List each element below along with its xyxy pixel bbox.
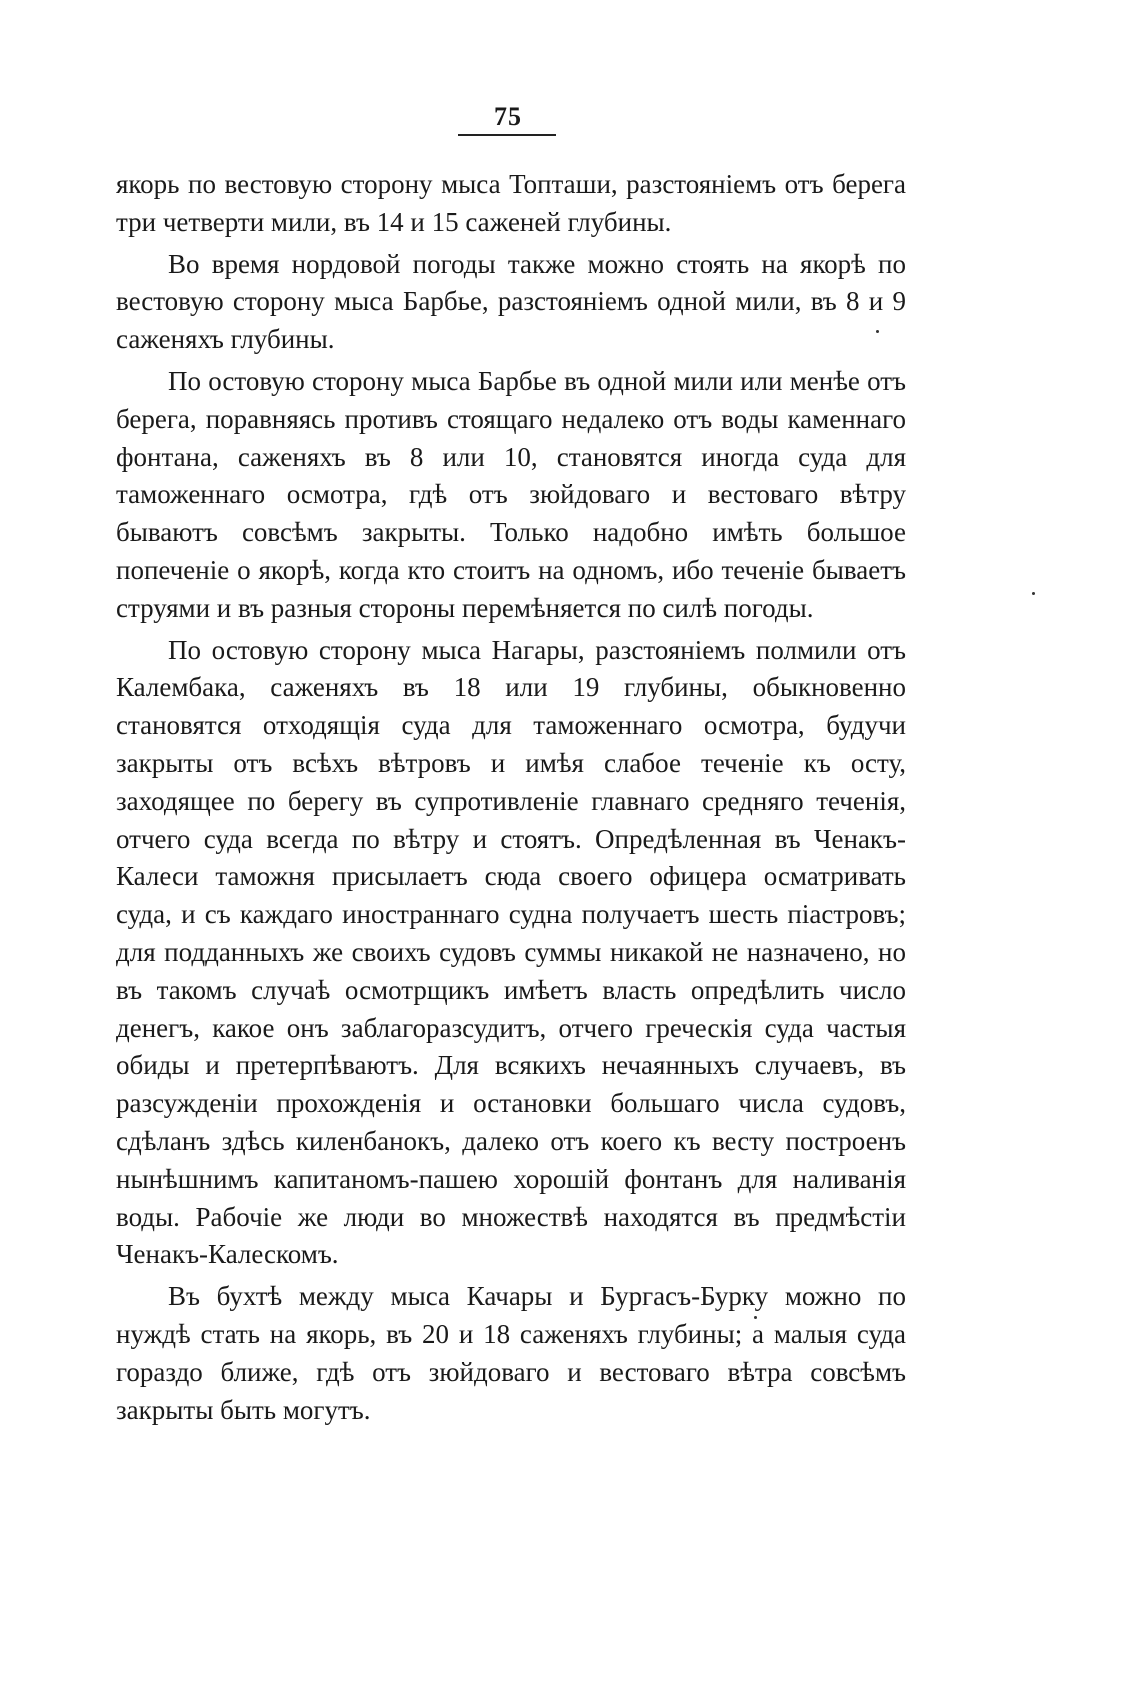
paragraph-continued: якорь по вестовую сторону мыса Топташи, разстояніемъ отъ берега три четверти мили, въ 14 и 15 саженей глубины. <box>116 169 906 237</box>
paragraph: По остовую сторону мыса Барбье въ одной мили или менѣе отъ берега, поравняясь противъ стоящаго недалеко отъ воды каменнаго фонтана, саженяхъ въ 8 или 10, становятся иногда суда для таможеннаго осмотра, гдѣ отъ зюйдоваго и вестоваго вѣтру бываютъ совсѣмъ закрыты. Только надобно имѣть большое попеченіе о якорѣ, когда кто стоитъ на одномъ, ибо теченіе бываетъ струями и въ разныя стороны перемѣняется по силѣ погоды. <box>116 365 906 623</box>
ink-speck <box>754 1316 757 1319</box>
paragraph: Во время нордовой погоды также можно стоять на якорѣ по вестовую сторону мыса Барбье, разстояніемъ одной мили, въ 8 и 9 саженяхъ глубины. <box>116 248 906 355</box>
paragraph: Въ бухтѣ между мыса Качары и Бургасъ-Бурку можно по нуждѣ стать на якорь, въ 20 и 18 саженяхъ глубины; а малыя суда гораздо ближе, гдѣ отъ зюйдоваго и вестоваго вѣтра совсѣмъ закрыты быть могутъ. <box>116 1281 906 1425</box>
page-number: 75 <box>494 102 522 131</box>
page-text <box>116 166 906 1433</box>
ink-speck <box>1032 592 1035 595</box>
ink-speck <box>876 330 879 333</box>
page-number-rule <box>458 134 556 136</box>
paragraph: По остовую сторону мыса Нагары, разстояніемъ полмили отъ Калембака, саженяхъ въ 18 или 19 глубины, обыкновенно становятся отходящія суда для таможеннаго осмотра, будучи закрыты отъ всѣхъ вѣтровъ и имѣя слабое теченіе къ осту, заходящее по берегу въ супротивленіе главнаго средняго теченія, отчего суда всегда по вѣтру и стоятъ. Опредѣленная въ Ченакъ-Калеси таможня присылаетъ сюда своего офицера осматривать суда, и съ каждаго иностраннаго судна получаетъ шесть піастровъ; для подданныхъ же своихъ судовъ суммы никакой не назначено, но въ такомъ случаѣ осмотрщикъ имѣетъ власть опредѣлить число денегъ, какое онъ заблагоразсудитъ, отчего греческія суда частыя обиды и претерпѣваютъ. Для всякихъ нечаянныхъ случаевъ, въ разсужденіи прохожденія и остановки большаго числа судовъ, сдѣланъ здѣсь киленбанокъ, далеко отъ коего къ весту построенъ нынѣшнимъ капитаномъ-пашею хорошій фонтанъ для наливанія воды. Рабочіе же люди во множествѣ находятся въ предмѣстіи Ченакъ-Калескомъ. <box>116 634 906 1270</box>
